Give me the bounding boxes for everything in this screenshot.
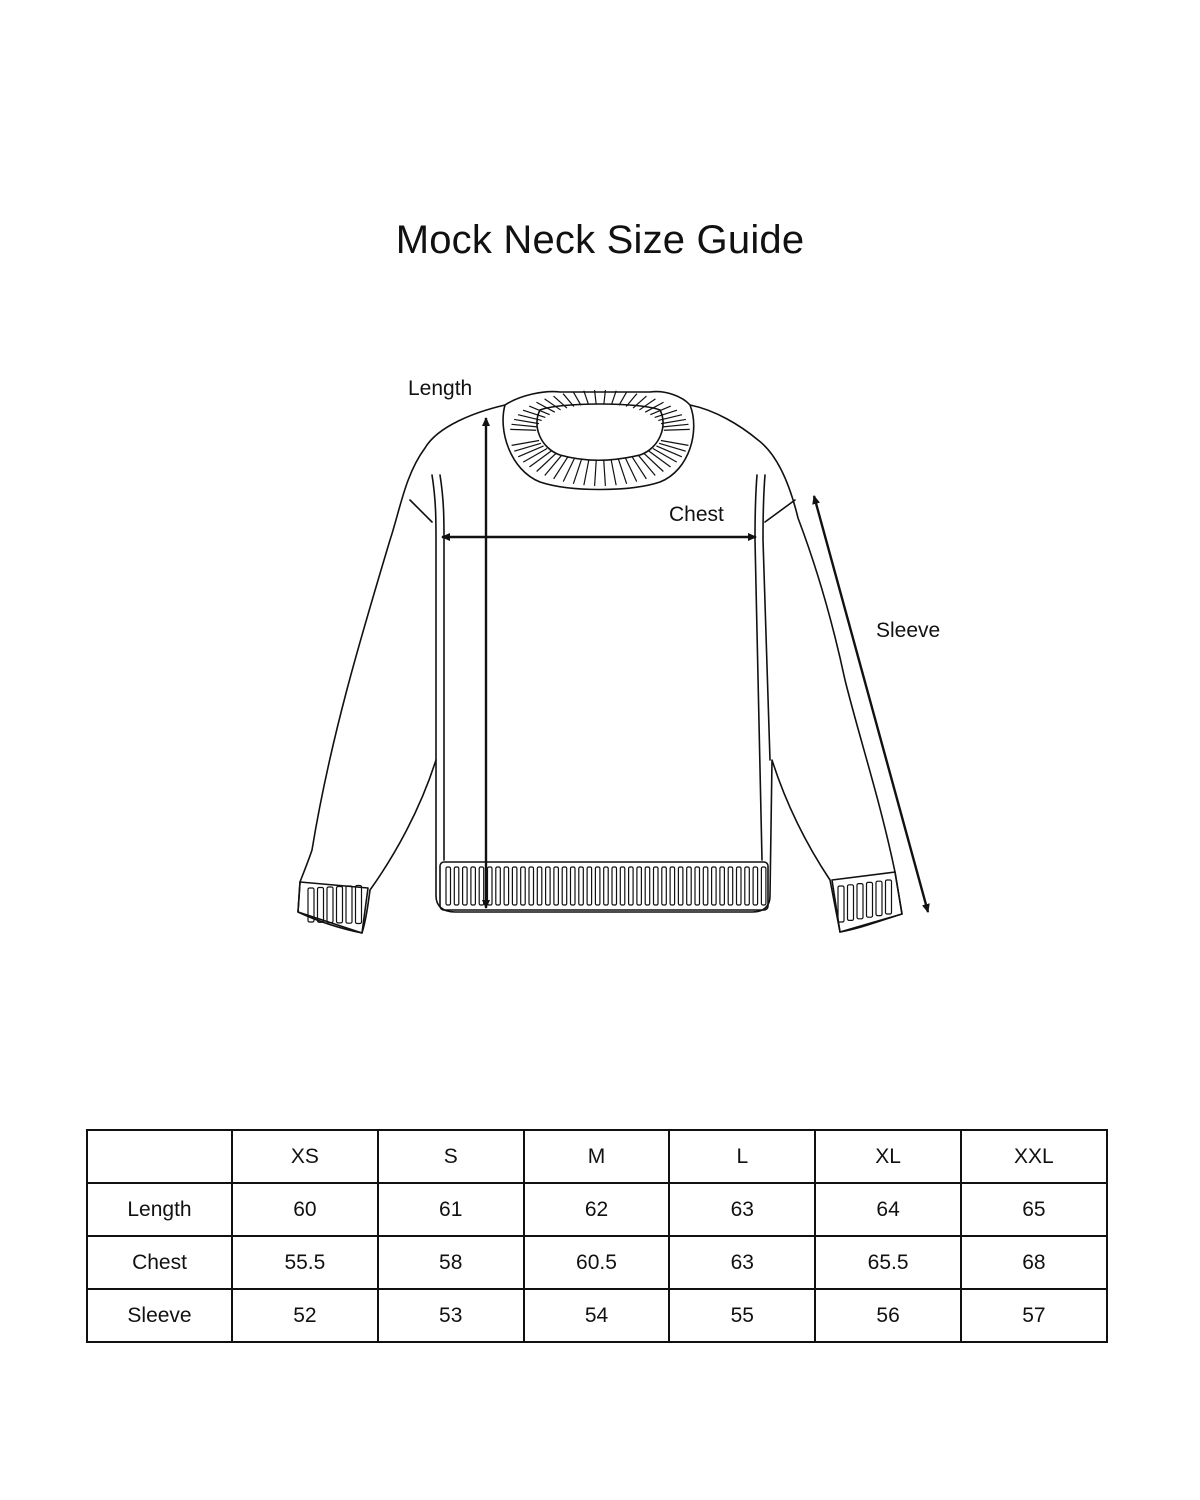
left-cuff-rib — [327, 887, 333, 923]
hem-rib — [604, 867, 609, 905]
size-header-cell: XL — [815, 1130, 961, 1183]
length-label: Length — [408, 377, 473, 400]
hem-rib — [670, 867, 675, 905]
left-side-seam — [432, 475, 436, 760]
hem-rib — [761, 867, 766, 905]
collar-rib — [537, 453, 557, 471]
hem-rib — [654, 867, 659, 905]
hem-rib — [496, 867, 501, 905]
size-header-row — [87, 1130, 1107, 1183]
table-row — [87, 1236, 1107, 1289]
sleeve-arrow — [814, 496, 928, 912]
page-title: Mock Neck Size Guide — [395, 218, 805, 262]
size-header-cell: L — [669, 1130, 815, 1183]
size-header-cell: XXL — [961, 1130, 1107, 1183]
right-side-seam — [763, 475, 770, 760]
left-underarm-crease — [410, 500, 432, 522]
size-header-cell: XS — [232, 1130, 378, 1183]
right-cuff-rib — [857, 884, 863, 919]
hem-rib — [471, 867, 476, 905]
collar-rib — [663, 424, 689, 427]
sleeve-label: Sleeve — [876, 619, 941, 642]
table-row — [87, 1289, 1107, 1342]
hem-rib — [463, 867, 468, 905]
collar-rib — [523, 449, 547, 463]
collar-rib — [584, 460, 589, 486]
right-cuff-rib — [876, 881, 882, 915]
left-cuff-rib — [337, 887, 343, 923]
hem-rib — [454, 867, 459, 905]
collar-rib — [649, 451, 671, 467]
left-cuff-rib — [356, 886, 362, 924]
collar-outer — [503, 392, 694, 490]
measurement-cell: 54 — [524, 1289, 670, 1342]
hem-rib — [720, 867, 725, 905]
row-label-cell: Length — [87, 1183, 232, 1236]
hem-rib — [745, 867, 750, 905]
collar-rib — [518, 446, 543, 457]
hem-rib — [612, 867, 617, 905]
hem-rib — [587, 867, 592, 905]
hem-rib — [479, 867, 484, 905]
hem-rib — [629, 867, 634, 905]
measurement-cell: 52 — [232, 1289, 378, 1342]
hem-rib — [620, 867, 625, 905]
left-cuff-rib — [318, 888, 324, 923]
hem-rib — [645, 867, 650, 905]
hem-rib — [637, 867, 642, 905]
hem-rib — [753, 867, 758, 905]
hem-rib — [703, 867, 708, 905]
collar-rib — [644, 453, 664, 471]
hem-rib — [562, 867, 567, 905]
collar-rib — [529, 451, 551, 467]
hem-rib — [579, 867, 584, 905]
collar-inner — [537, 404, 663, 460]
measurement-cell: 62 — [524, 1183, 670, 1236]
measurement-cell: 61 — [378, 1183, 524, 1236]
collar-rib — [656, 446, 681, 457]
measurement-cell: 65 — [961, 1183, 1107, 1236]
hem-rib — [687, 867, 692, 905]
sweater-outline — [298, 405, 902, 933]
hem-rib — [678, 867, 683, 905]
left-cuff-rib — [346, 886, 352, 923]
hem-rib — [571, 867, 576, 905]
collar-rib — [638, 455, 655, 476]
hem-rib — [662, 867, 667, 905]
hem-rib — [537, 867, 542, 905]
table-corner-cell — [87, 1130, 232, 1183]
right-cuff-rib — [867, 882, 873, 917]
chest-label: Chest — [669, 503, 724, 526]
hem-rib — [546, 867, 551, 905]
measurement-cell: 60 — [232, 1183, 378, 1236]
measurement-cell: 64 — [815, 1183, 961, 1236]
collar-rib — [619, 392, 627, 405]
collar-rib — [573, 392, 581, 405]
size-header-cell: S — [378, 1130, 524, 1183]
right-cuff-rib — [838, 886, 844, 922]
collar-rib — [618, 459, 626, 484]
right-cuff-rib — [848, 885, 854, 921]
measurement-cell: 68 — [961, 1236, 1107, 1289]
collar-rib — [664, 429, 690, 430]
collar-rib — [611, 460, 616, 486]
collar-rib — [573, 459, 581, 484]
measurement-cell: 56 — [815, 1289, 961, 1342]
table-row — [87, 1183, 1107, 1236]
hem-rib — [529, 867, 534, 905]
measurement-cell: 63 — [669, 1183, 815, 1236]
hem-rib — [695, 867, 700, 905]
left-side-seam-inner — [440, 475, 444, 860]
size-table — [86, 1129, 1108, 1343]
right-side-seam-inner — [755, 475, 762, 860]
measurement-cell: 60.5 — [524, 1236, 670, 1289]
hem-rib — [737, 867, 742, 905]
collar-rib — [661, 419, 686, 423]
right-underarm-crease — [765, 500, 795, 522]
measurement-cell: 53 — [378, 1289, 524, 1342]
row-label-cell: Chest — [87, 1236, 232, 1289]
collar-rib — [604, 460, 606, 486]
collar-rib — [514, 419, 539, 423]
hem-rib — [554, 867, 559, 905]
collar-rib — [545, 455, 562, 476]
right-cuff-rib — [886, 880, 892, 914]
hem-rib — [595, 867, 600, 905]
hem-rib — [488, 867, 493, 905]
hem-rib — [446, 867, 451, 905]
measurement-cell: 55 — [669, 1289, 815, 1342]
measurement-cell: 63 — [669, 1236, 815, 1289]
row-label-cell: Sleeve — [87, 1289, 232, 1342]
measurement-cell: 65.5 — [815, 1236, 961, 1289]
measurement-cell: 58 — [378, 1236, 524, 1289]
measurement-cell: 57 — [961, 1289, 1107, 1342]
hem-rib — [728, 867, 733, 905]
measurement-cell: 55.5 — [232, 1236, 378, 1289]
size-header-cell: M — [524, 1130, 670, 1183]
hem-rib — [712, 867, 717, 905]
collar-rib — [512, 424, 538, 427]
hem-rib — [521, 867, 526, 905]
collar-rib — [595, 460, 597, 486]
hem-rib — [512, 867, 517, 905]
collar-rib — [510, 429, 536, 430]
collar-rib — [653, 449, 677, 463]
hem-rib — [504, 867, 509, 905]
